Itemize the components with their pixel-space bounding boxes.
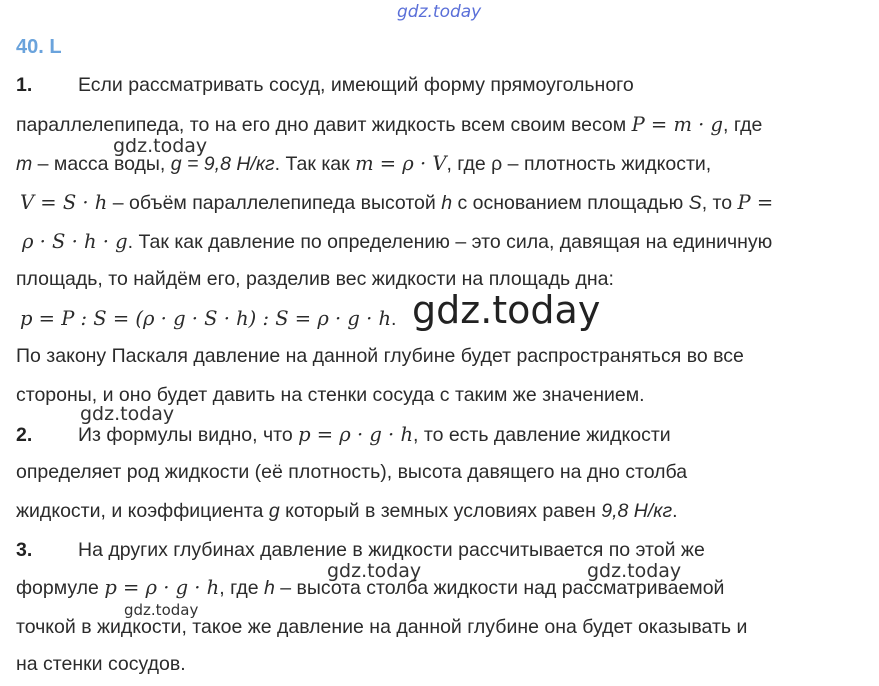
text: параллелепипеда, то на его дно давит жидкость всем своим весом	[16, 114, 632, 136]
text: стороны, и оно будет давить на стенки сосуда с таким же значением.	[16, 384, 645, 406]
paragraph-1-line	[16, 382, 645, 408]
watermark-big: gdz.today	[412, 288, 601, 332]
text: Из формулы видно, что	[78, 424, 299, 446]
text: На других глубинах давление в жидкости рассчитывается по этой же	[78, 539, 705, 561]
formula: P =	[737, 191, 774, 214]
text: .	[672, 500, 678, 522]
text: .	[391, 308, 397, 330]
var: h	[263, 577, 275, 599]
var: g	[268, 500, 280, 522]
value: 9,8 Н/кг	[601, 500, 673, 522]
formula: ρ · S · h · g	[22, 230, 128, 253]
var: m	[16, 153, 33, 175]
text: , то	[701, 192, 738, 214]
paragraph-1-line	[16, 266, 614, 292]
paragraph-2-line	[16, 498, 678, 524]
paragraph-3-line	[16, 614, 747, 640]
watermark-small: gdz.today	[327, 560, 422, 582]
text: . Так как давление по определению – это сила, давящая на единичную	[127, 231, 773, 253]
paragraph-2-line	[16, 422, 671, 448]
paragraph-3-line	[16, 651, 186, 677]
text: жидкости, и коэффициента	[16, 500, 269, 522]
paragraph-3-line	[16, 537, 705, 563]
item-number: 3.	[16, 539, 33, 561]
text: – высота столба жидкости над рассматриваемой	[274, 577, 725, 599]
formula: p = P : S = (ρ · g · S · h) : S = ρ · g · h	[20, 307, 392, 330]
text: определяет род жидкости (её плотность), высота давящего на дно столба	[16, 461, 688, 483]
paragraph-3-line	[16, 575, 724, 601]
value: g = 9,8 Н/кг	[170, 153, 275, 175]
task-title: 40. L	[16, 36, 62, 58]
paragraph-1-line	[16, 72, 634, 98]
text: с основанием площадью	[452, 192, 689, 214]
paragraph-1-line	[16, 112, 762, 138]
text: , то есть давление жидкости	[413, 424, 671, 446]
text: – объём параллелепипеда высотой	[107, 192, 442, 214]
text: площадь, то найдём его, разделив вес жидкости на площадь дна:	[16, 268, 614, 290]
text: формуле	[16, 577, 105, 599]
watermark-small: gdz.today	[587, 560, 682, 582]
paragraph-1-line	[16, 306, 396, 332]
watermark-small: gdz.today	[80, 403, 175, 425]
text: , где	[723, 114, 763, 136]
formula: p = ρ · g · h	[298, 423, 414, 446]
watermark-small: gdz.today	[113, 135, 208, 157]
text: – масса воды,	[32, 153, 171, 175]
formula: P = m · g	[631, 113, 724, 136]
watermark-small: gdz.today	[124, 601, 199, 619]
text: , где	[219, 577, 264, 599]
var: S	[688, 192, 702, 214]
paragraph-2-line	[16, 459, 687, 485]
formula: V = S · h	[20, 191, 108, 214]
paragraph-1-line	[16, 229, 772, 255]
text: точкой в жидкости, такое же давление на данной глубине она будет оказывать и	[16, 616, 748, 638]
item-number: 2.	[16, 424, 33, 446]
formula: p = ρ · g · h	[104, 576, 220, 599]
watermark-top: gdz.today	[397, 2, 482, 22]
formula: m = ρ · V	[355, 152, 447, 175]
text: Если рассматривать сосуд, имеющий форму прямоугольного	[78, 74, 634, 96]
var: h	[441, 192, 453, 214]
paragraph-1-line	[16, 190, 773, 216]
text: По закону Паскаля давление на данной глубине будет распространяться во все	[16, 345, 744, 367]
paragraph-1-line	[16, 151, 711, 177]
text: на стенки сосудов.	[16, 653, 186, 675]
paragraph-1-line	[16, 343, 744, 369]
text: , где ρ – плотность жидкости,	[446, 153, 712, 175]
text: который в земных условиях равен	[279, 500, 602, 522]
text: . Так как	[274, 153, 356, 175]
item-number: 1.	[16, 74, 33, 96]
